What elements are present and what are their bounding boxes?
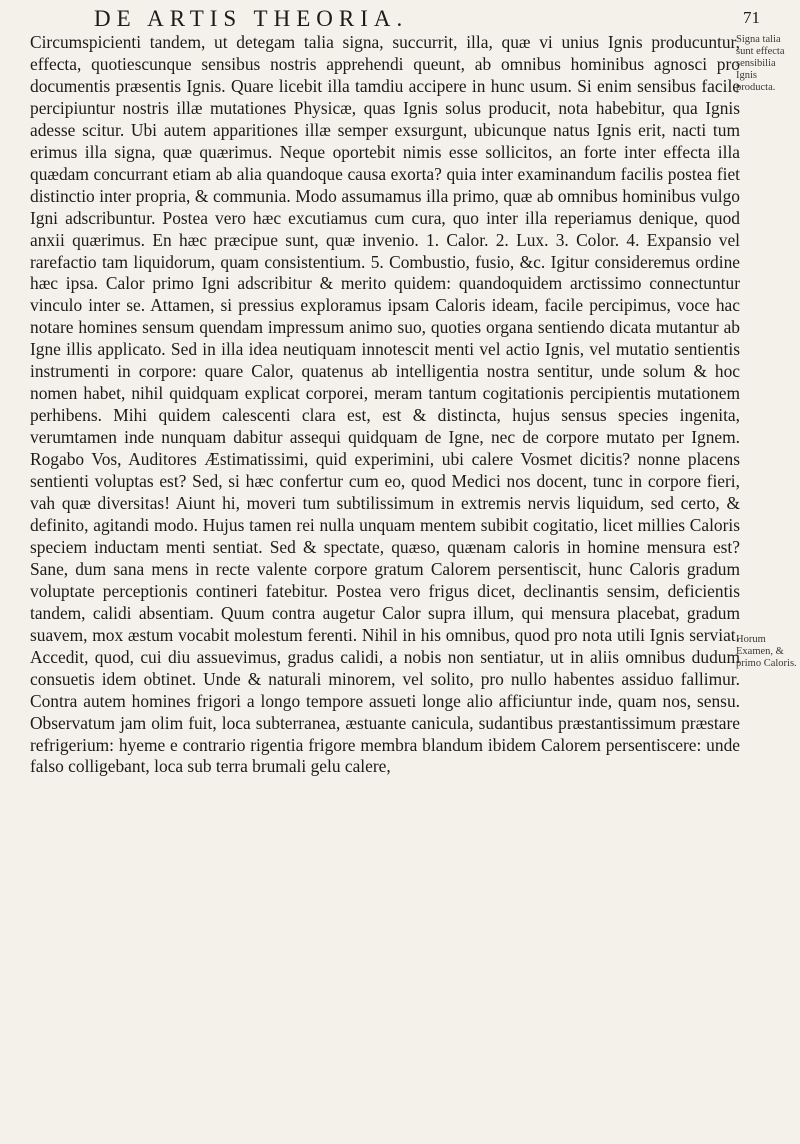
main-text <box>30 32 740 778</box>
marginal-note-signs: Signa talia sunt effecta sensibilia Ignis producta. <box>736 34 785 93</box>
marginal-note-heat: Horum Examen, & primo Caloris. <box>736 634 797 669</box>
running-head: DE ARTIS THEORIA. <box>94 6 409 31</box>
page-number: 71 <box>743 8 760 27</box>
paragraph: Circumspicienti tandem, ut detegam talia signa, succurrit, illa, quæ vi unius Ignis producuntur, effecta, quotiescunque sensibus nostris apprehendi queunt, ab omnibus hominibus agnosci pro documentis præsentis Ignis. Quare licebit illa tamdiu accipere in hunc usum. Si enim sensibus facile percipiuntur nostris illæ mutationes Physicæ, quas Ignis solus producit, nota habebitur, qua Ignis adesse scitur. Ubi autem apparitiones illæ semper exsurgunt, ubicunque natus Ignis erit, nacti tum erimus illa signa, quæ quærimus. Neque oportebit nimis esse sollicitos, an forte inter effecta illa quædam concurrant etiam ab alia quandoque causa exorta? quia inter examinandum facilis postea fiet distinctio inter propria, & communia. Modo assumamus illa primo, quæ ab omnibus hominibus vulgo Igni adscribuntur. Postea vero hæc excutiamus cum cura, quo inter illa reperiamus denique, quod anxii quærimus. En hæc præcipue sunt, quæ invenio. 1. Calor. 2. Lux. 3. Color. 4. Expansio vel rarefactio tam liquidorum, quam consistentium. 5. Combustio, fusio, &c. Igitur consideremus ordine hæc ipsa. Calor primo Igni adscribitur & merito quidem: quandoquidem arctissimo connectuntur vinculo inter se. Attamen, si pressius exploramus ipsam Caloris ideam, facile percipimus, voce hac notare homines sensum quendam impressum animo suo, quoties organa sentiendo dicata mutantur ab Igne illis applicato. Sed in illa idea neutiquam innotescit menti vel actio Ignis, vel mutatio sentientis instrumenti in corpore: quare Calor, quatenus ab intelligentia nostra sentitur, unde solum & hoc nomen habet, nihil quidquam explicat corporei, meram tantum cogitationis percipientis mutationem perhibens. Mihi quidem calescenti clara est, est & distincta, hujus sensus species ingenita, verumtamen inde nunquam dabitur assequi quidquam de Igne, nec de corpore mutato per Ignem. Rogabo Vos, Auditores Æstimatissimi, quid experimini, ubi calere Vosmet dicitis? nonne placens sentienti voluptas est? Sed, si hæc confertur cum eo, quod Medici nos docent, tunc in corpore fieri, vah quæ diversitas! Aiunt hi, moveri tum subtilissimum in extremis nervis liquidum, sed certo, & definito, agitandi modo. Hujus tamen rei nulla unquam mentem subibit cogitatio, licet millies Caloris speciem inductam menti sentiat. Sed & spectate, quæso, quænam caloris in homine mensura est? Sane, dum sana mens in recte valente corpore gratum Calorem persentiscit, hunc Caloris gradum voluptate perceptionis contineri fatebitur. Postea vero frigus dicet, declinantis sensim, deficientis tandem, calidi absentiam. Quum contra augetur Calor supra illum, qui mensura placebat, gradum suavem, mox æstum vocabit molestum ferenti. Nihil in his omnibus, quod pro nota utili Ignis serviat. Accedit, quod, cui diu assuevimus, gradus calidi, a nobis non sentiatur, ut in aliis omnibus dudum consuetis idem obtinet. Unde & naturali minorem, vel solito, pro nullo habentes assiduo fallimur. Contra autem homines frigori a longo tempore assueti longe alio afficiuntur inde, quam nos, sensu. Observatum jam olim fuit, loca subterranea, æstuante canicula, sudantibus præstantissimum præstare refrigerium: hyeme e contrario rigentia frigore membra blandum ibidem Calorem persentiscere: unde falso colligebant, loca sub terra brumali gelu calere, <box>30 32 740 777</box>
page-header <box>76 6 768 32</box>
